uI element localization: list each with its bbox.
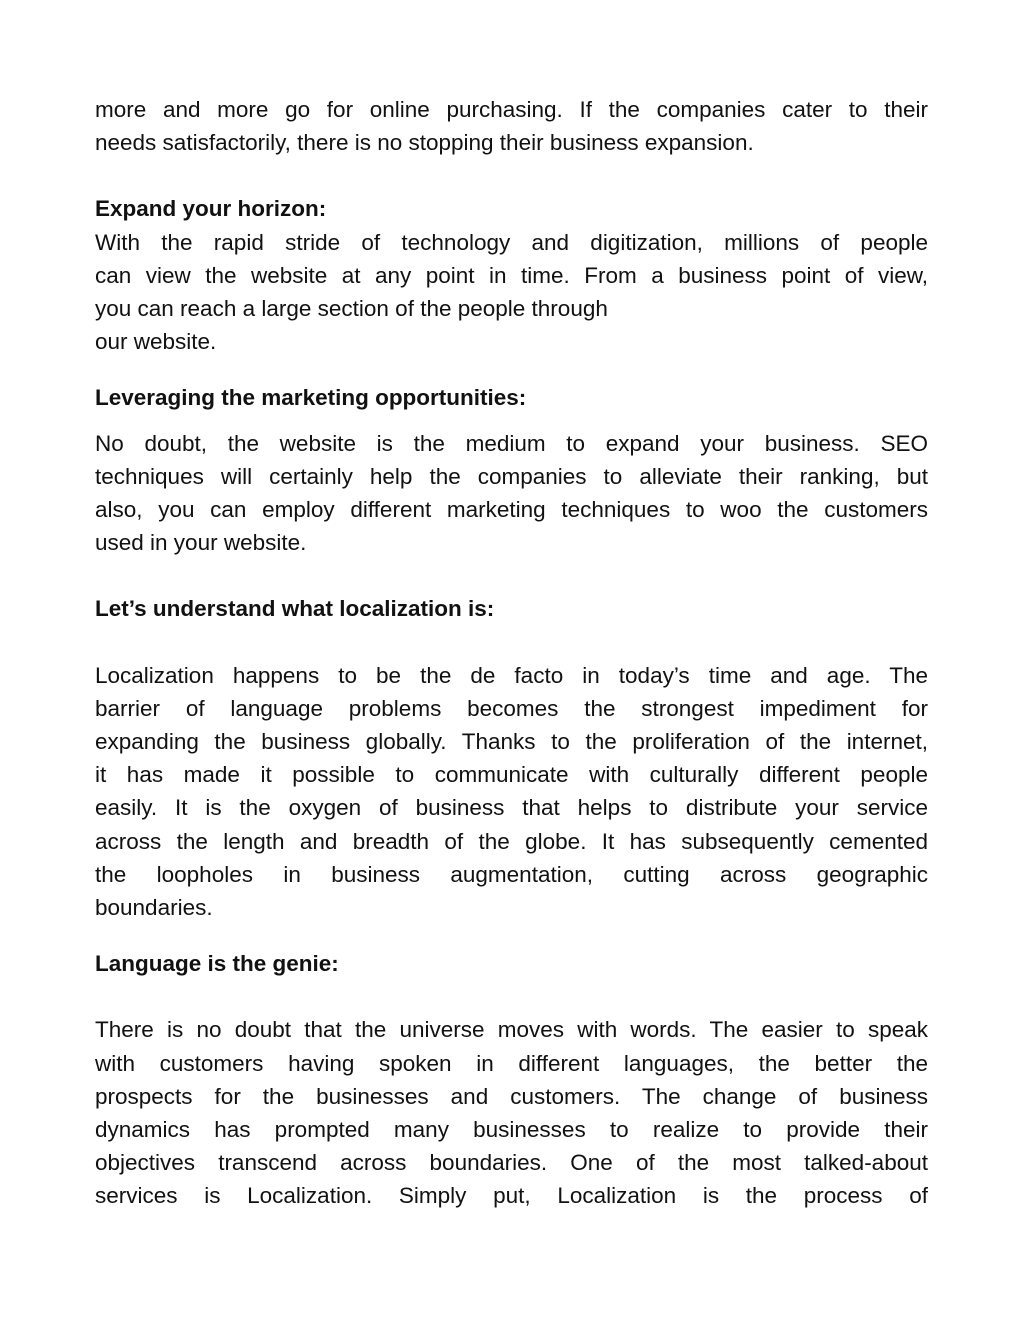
text-line: can view the website at any point in time. From a business point of view, <box>95 262 928 288</box>
text-line: objectives transcend across boundaries. One of the most talked-about <box>95 1150 928 1176</box>
text-line: more and more go for online purchasing. If the companies cater to their <box>95 97 928 122</box>
spacer <box>95 159 928 192</box>
section-heading-localization: Let’s understand what localization is: <box>95 596 495 622</box>
spacer <box>95 559 928 592</box>
text-line: easily. It is the oxygen of business that helps to distribute your service <box>95 795 928 821</box>
text-line: the loopholes in business augmentation, cutting across geographic <box>95 861 928 887</box>
text-line: Localization happens to be the de facto in today’s time and age. The <box>95 662 928 688</box>
text-line: also, you can employ different marketing techniques to woo the customers <box>95 497 928 523</box>
text-line: No doubt, the website is the medium to expand your business. SEO <box>95 430 928 456</box>
section-paragraph-language-genie <box>95 1013 928 1212</box>
section-heading-marketing: Leveraging the marketing opportunities: <box>95 385 527 411</box>
text-line: across the length and breadth of the globe. It has subsequently cemented <box>95 828 928 854</box>
text-line: with customers having spoken in different languages, the better the <box>95 1050 928 1076</box>
text-line: expanding the business globally. Thanks to the proliferation of the internet, <box>95 729 928 755</box>
text-line: our website. <box>95 329 217 355</box>
spacer <box>95 980 928 1013</box>
text-line: barrier of language problems becomes the strongest impediment for <box>95 695 928 721</box>
section-heading-language-genie: Language is the genie: <box>95 951 339 977</box>
section-paragraph-expand-horizon <box>95 226 928 359</box>
document-body <box>95 93 928 1213</box>
section-heading-expand-horizon: Expand your horizon: <box>95 196 327 222</box>
text-line: it has made it possible to communicate with culturally different people <box>95 762 928 788</box>
text-line: needs satisfactorily, there is no stopping their business expansion. <box>95 130 754 156</box>
text-line: There is no doubt that the universe moves with words. The easier to speak <box>95 1017 928 1043</box>
text-line: dynamics has prompted many businesses to realize to provide their <box>95 1117 928 1143</box>
text-line: techniques will certainly help the companies to alleviate their ranking, but <box>95 463 928 489</box>
spacer <box>95 924 928 947</box>
text-line: used in your website. <box>95 530 307 556</box>
text-line: you can reach a large section of the people through <box>95 296 608 322</box>
text-line: services is Localization. Simply put, Localization is the process of <box>95 1183 928 1209</box>
section-paragraph-marketing <box>95 427 928 560</box>
spacer <box>95 415 928 427</box>
text-line: prospects for the businesses and customers. The change of business <box>95 1083 928 1109</box>
spacer <box>95 358 928 381</box>
text-line: boundaries. <box>95 895 213 921</box>
text-line: With the rapid stride of technology and digitization, millions of people <box>95 229 928 255</box>
intro-paragraph <box>95 93 928 159</box>
section-paragraph-localization <box>95 659 928 925</box>
spacer <box>95 626 928 659</box>
